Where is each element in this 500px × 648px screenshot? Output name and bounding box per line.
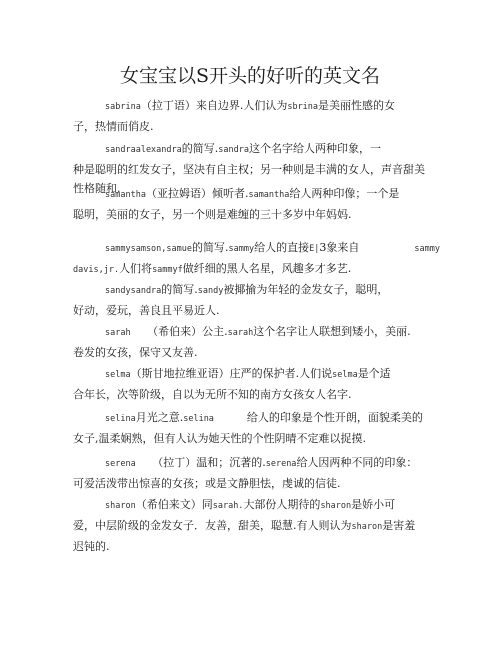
name-entry	[73, 280, 433, 320]
entry-line: samantha（亚拉姆语）倾听者.samantha给人两种印像；一个是	[105, 187, 400, 200]
entry-line: davis,jr.人们将sammyf做纤细的黑人名星，风趣多才多艺.	[73, 262, 352, 275]
name-entry	[73, 453, 433, 493]
name-entry	[73, 238, 440, 280]
entry-line: serena （拉丁）温和；沉著的.serena给人因两种不同的印象：	[105, 456, 418, 469]
entry-line: 种是聪明的红发女子，坚决有自主权；另一种则是丰满的女人，声音甜美	[73, 163, 425, 176]
entry-line: selina月光之意.selina 给人的印象是个性开朗，面貌柔美的	[105, 411, 423, 424]
name-entry	[73, 364, 433, 404]
entry-line: sharon（希伯来文）同sarah.大部份人期待的sharon是娇小可	[105, 498, 396, 511]
entry-line: 合年长，次等阶级，自以为无所不知的南方女孩女人名字.	[73, 388, 352, 401]
entry-line: 女子,温柔娴熟，但有人认为她天性的个性阴晴不定难以捉摸.	[73, 432, 366, 445]
entry-line: 迟钝的.	[73, 540, 110, 553]
entry-line: 好动，爱玩，善良且平易近人.	[73, 304, 220, 317]
page-title: 女宝宝以S开头的好听的英文名	[119, 65, 381, 87]
entry-line: 聪明，美丽的女子，另一个则是难缠的三十多岁中年妈妈.	[73, 208, 352, 221]
entry-line: 爱，中层阶级的金发女子．友善，甜美，聪慧.有人则认为sharon是害羞	[73, 519, 416, 532]
entry-line: selma（斯甘地拉维亚语）庄严的保护者.人们说selma是个适	[105, 367, 391, 380]
entry-line: sandraalexandra的简写.sandra这个名字给人两种印象，一	[105, 142, 381, 155]
name-entry	[73, 96, 433, 136]
entry-line: sabrina（拉丁语）来自边界.人们认为sbrina是美丽性感的女	[105, 99, 396, 112]
name-entry	[73, 408, 433, 448]
entry-line: sammysamson,samue的简写.sammy给人的直接E|3象来自 sammy	[105, 241, 440, 254]
name-entry	[73, 495, 433, 556]
name-entry	[73, 184, 433, 224]
entry-line: 性格随和.	[73, 182, 121, 195]
entry-line: 子，热情而俏皮.	[73, 120, 154, 133]
entry-line: 可爱活泼带出惊喜的女孩；或是文静胆怯，虔诚的信徒.	[73, 477, 341, 490]
entry-line: 卷发的女孩，保守又友善.	[73, 346, 198, 359]
name-entry	[73, 322, 433, 362]
entry-line: sarah （希伯来）公主.sarah这个名字让人联想到矮小，美丽.	[105, 325, 411, 338]
entry-line: sandysandra的简写.sandy被揶揄为年轻的金发女子，聪明，	[105, 283, 389, 296]
